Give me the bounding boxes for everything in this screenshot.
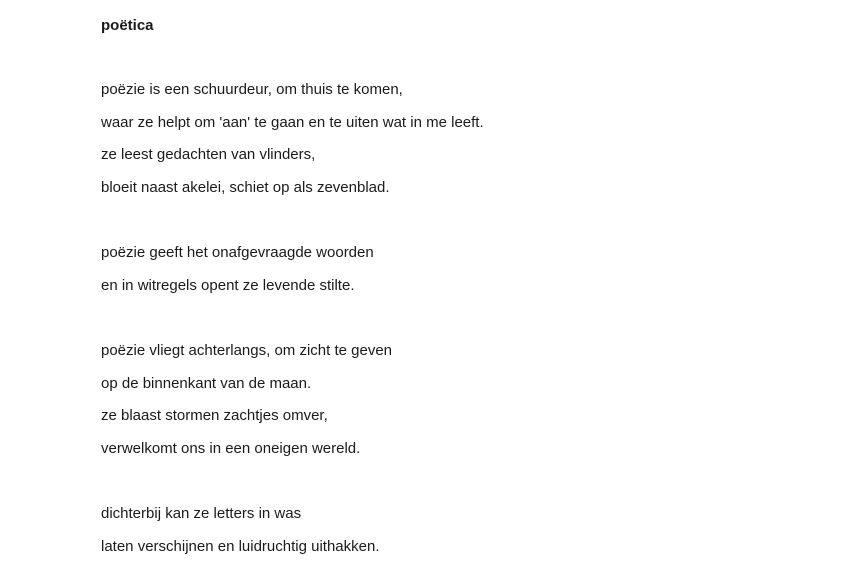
poem-line: dichterbij kan ze letters in was [101, 505, 302, 522]
poem-line: laten verschijnen en luidruchtig uithakken. [101, 537, 380, 555]
stanza-2 [101, 237, 374, 302]
poem-line: op de binnenkant van de maan. [101, 374, 312, 392]
poem-line: bloeit naast akelei, schiet op als zevenblad. [101, 178, 390, 196]
stanza-1 [101, 74, 484, 204]
poem-line: ze leest gedachten van vlinders, [101, 146, 316, 163]
poem-line: poëzie geeft het onafgevraagde woorden [101, 244, 374, 261]
poem-line: verwelkomt ons in een oneigen wereld. [101, 439, 361, 457]
stanza-3 [101, 335, 392, 465]
poem-line: en in witregels opent ze levende stilte. [101, 276, 355, 294]
poem-line: poëzie is een schuurdeur, om thuis te komen, [101, 81, 403, 98]
poem-line: waar ze helpt om 'aan' te gaan en te uiten wat in me leeft. [101, 113, 484, 131]
poem-line: poëzie vliegt achterlangs, om zicht te geven [101, 342, 392, 359]
poem-title: poëtica [101, 17, 154, 34]
stanza-4 [101, 498, 380, 563]
poem-line: ze blaast stormen zachtjes omver, [101, 407, 328, 424]
